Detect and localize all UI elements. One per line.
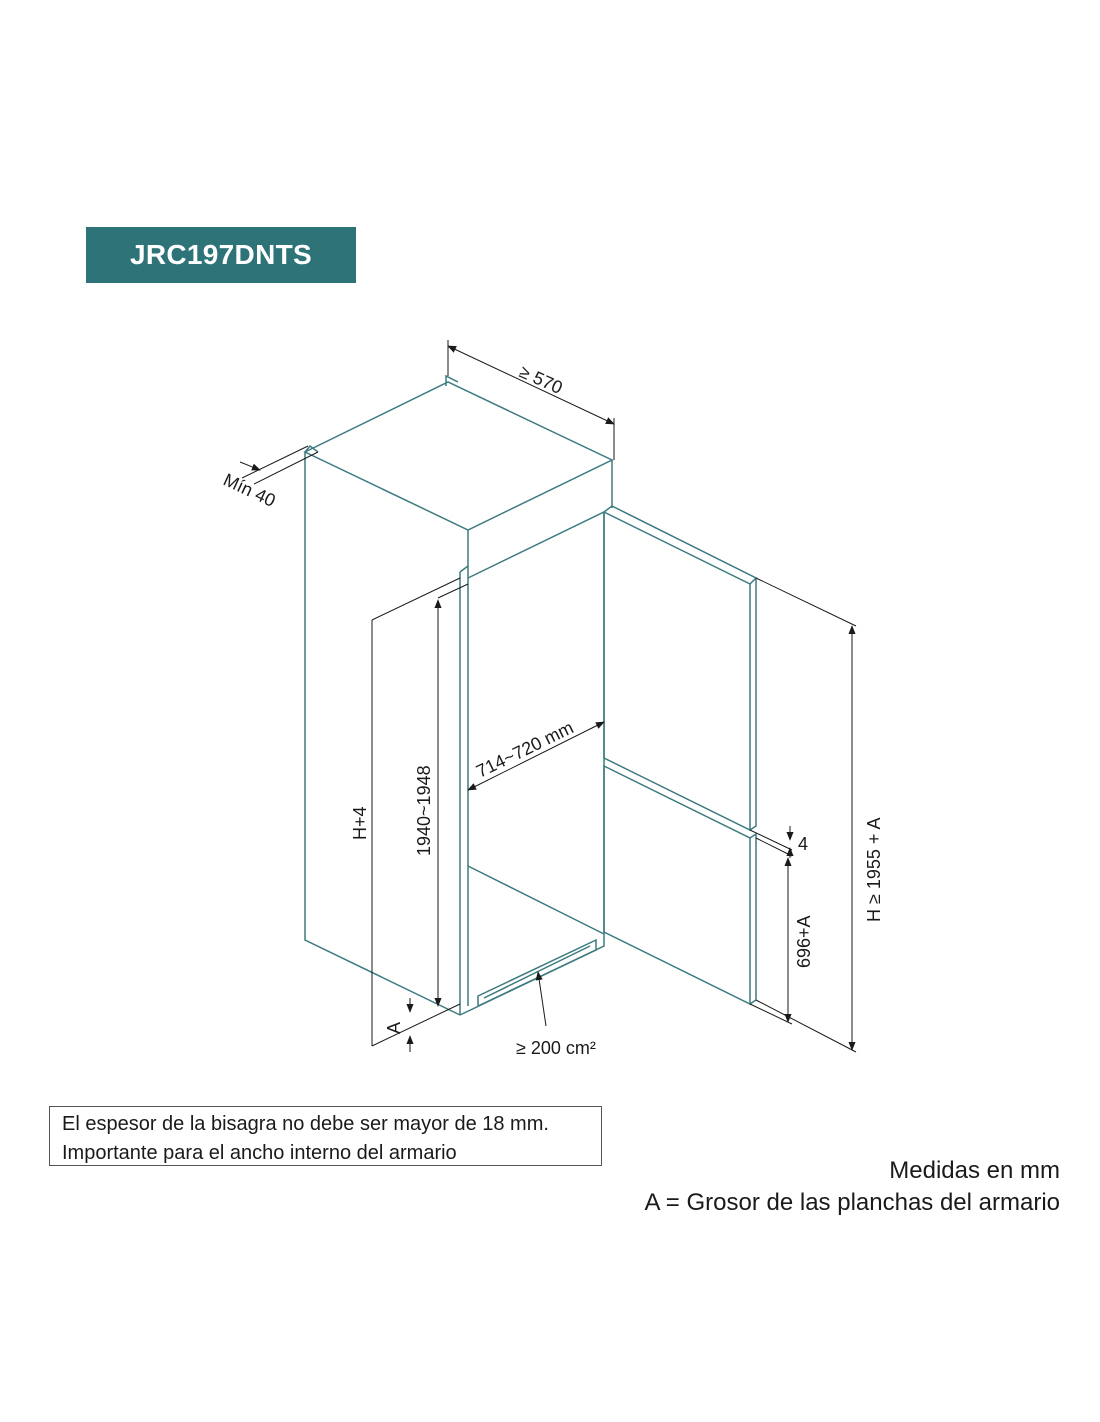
door-upper	[604, 506, 756, 584]
label-rear-gap: Mín 40	[220, 469, 279, 511]
label-niche-height: 1940~1948	[414, 765, 434, 856]
legend	[644, 1155, 1060, 1219]
label-ventilation: ≥ 200 cm²	[516, 1038, 596, 1058]
hinge-note-line-2: Importante para el ancho interno del armario	[62, 1142, 457, 1164]
model-name: JRC197DNTS	[130, 239, 312, 270]
hinge-note	[49, 1106, 602, 1166]
door-lower	[604, 766, 750, 1004]
label-panel-thickness: A	[384, 1021, 404, 1034]
label-h-plus-4: H+4	[350, 806, 370, 840]
label-inner-width: 714~720 mm	[472, 717, 577, 782]
dimension-lines	[240, 340, 856, 1052]
label-door-gap: 4	[798, 834, 809, 854]
legend-units: Medidas en mm	[889, 1157, 1060, 1184]
cabinet-left-side	[305, 452, 460, 1015]
hinge-note-line-1: El espesor de la bisagra no debe ser mayor de 18 mm.	[62, 1113, 549, 1135]
label-lower-door: 696+A	[794, 915, 814, 968]
legend-a-definition: A = Grosor de las planchas del armario	[644, 1189, 1060, 1216]
label-total-height: H ≥ 1955 + A	[864, 817, 884, 922]
cabinet-outline	[305, 376, 756, 1015]
cabinet-top	[305, 382, 612, 530]
ventilation-grille	[478, 940, 596, 1006]
label-depth: ≥ 570	[516, 361, 566, 398]
